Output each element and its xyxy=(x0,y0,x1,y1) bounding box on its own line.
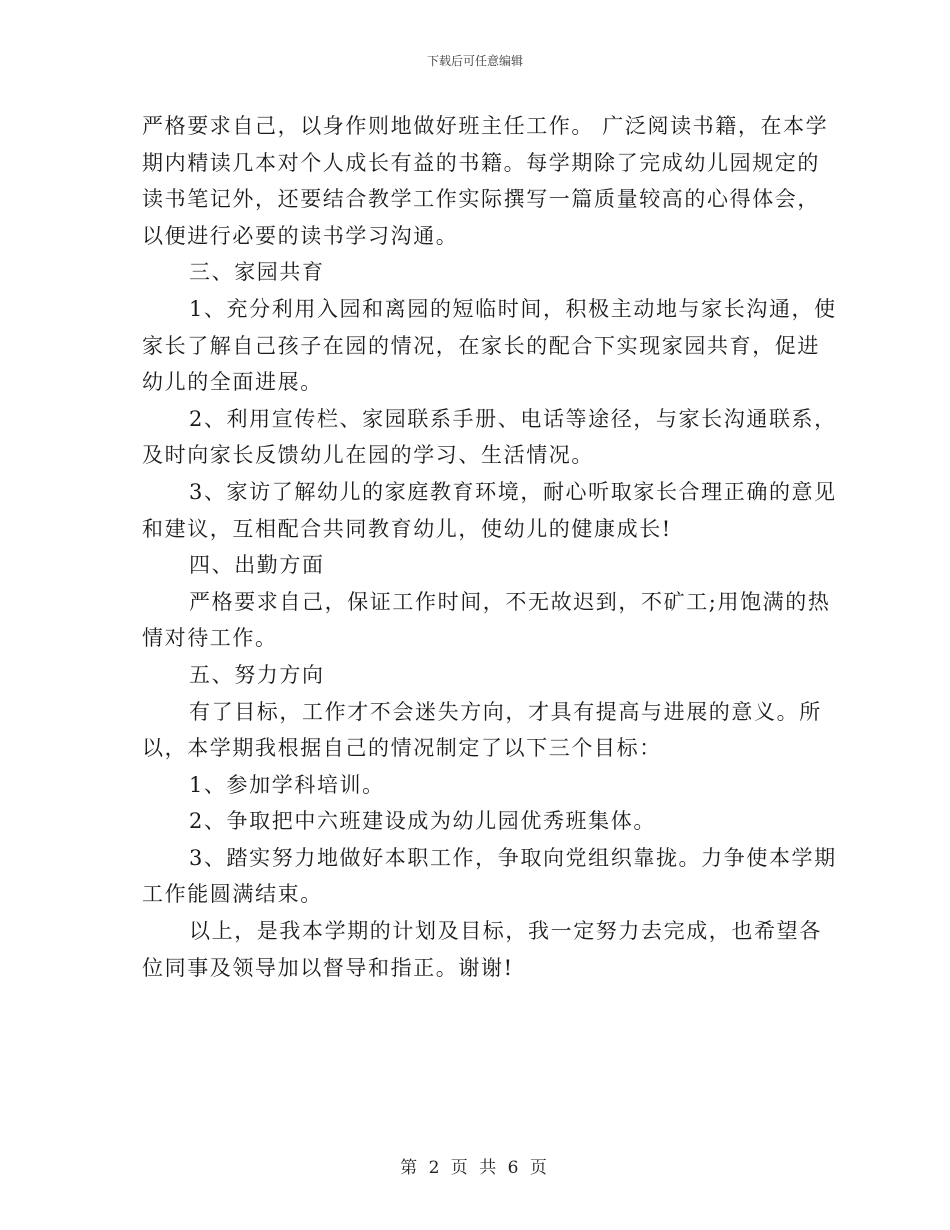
page-footer: 第 2 页 共 6 页 xyxy=(400,1158,550,1178)
text-line: 位同事及领导加以督导和指正。谢谢! xyxy=(142,955,514,980)
text-line: 以便进行必要的读书学习沟通。 xyxy=(142,223,459,248)
text-line: 工作能圆满结束。 xyxy=(142,882,323,907)
text-line: 1、充分利用入园和离园的短临时间，积极主动地与家长沟通，使 xyxy=(189,296,837,321)
text-line: 有了目标，工作才不会迷失方向，才具有提高与进展的意义。所 xyxy=(189,699,822,724)
section-heading: 四、出勤方面 xyxy=(189,553,325,578)
text-line: 及时向家长反馈幼儿在园的学习、生活情况。 xyxy=(142,443,594,468)
section-heading: 三、家园共育 xyxy=(189,260,325,285)
text-line: 情对待工作。 xyxy=(142,626,278,651)
text-line: 读书笔记外，还要结合教学工作实际撰写一篇质量较高的心得体会， xyxy=(142,187,820,212)
text-line: 3、踏实努力地做好本职工作，争取向党组织靠拢。力争使本学期 xyxy=(189,845,837,870)
page-header: 下载后可任意编辑 xyxy=(426,54,523,68)
text-line: 严格要求自己，以身作则地做好班主任工作。 广泛阅读书籍，在本学 xyxy=(142,114,829,138)
text-line: 2、利用宣传栏、家园联系手册、电话等途径，与家长沟通联系， xyxy=(189,406,837,431)
text-line: 和建议，互相配合共同教育幼儿，使幼儿的健康成长! xyxy=(142,516,672,541)
text-line: 期内精读几本对个人成长有益的书籍。每学期除了完成幼儿园规定的 xyxy=(142,150,820,175)
text-line: 家长了解自己孩子在园的情况，在家长的配合下实现家园共育，促进 xyxy=(142,333,820,358)
text-line: 2、争取把中六班建设成为幼儿园优秀班集体。 xyxy=(189,809,656,834)
text-line: 幼儿的全面进展。 xyxy=(142,370,323,395)
section-heading: 五、努力方向 xyxy=(189,662,325,687)
text-line: 以上，是我本学期的计划及目标，我一定努力去完成，也希望各 xyxy=(189,919,822,944)
text-line: 3、家访了解幼儿的家庭教育环境，耐心听取家长合理正确的意见 xyxy=(189,479,837,504)
text-line: 以，本学期我根据自己的情况制定了以下三个目标： xyxy=(142,736,662,761)
text-line: 1、参加学科培训。 xyxy=(189,772,385,797)
text-line: 严格要求自己，保证工作时间，不无故迟到，不矿工;用饱满的热 xyxy=(189,589,831,614)
document-body xyxy=(142,108,837,986)
